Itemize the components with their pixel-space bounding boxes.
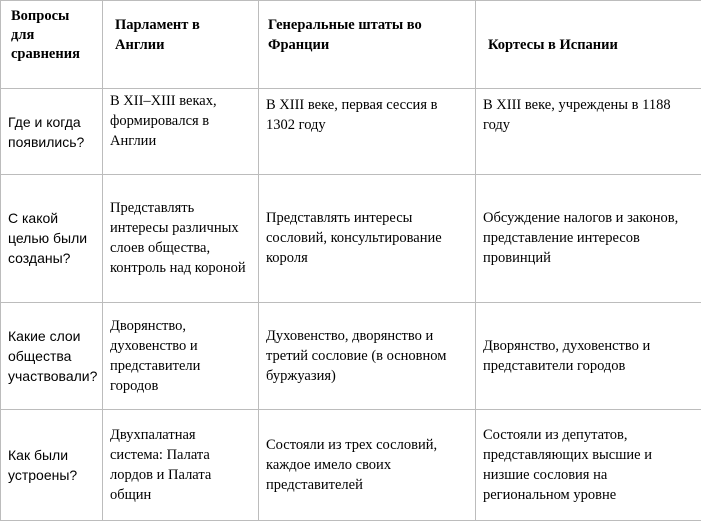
- table-cell: Представлять интересы различных слоев общества, контроль над короной: [103, 175, 259, 302]
- table-row: [1, 409, 701, 520]
- header-england-parliament: Парламент в Англии: [103, 1, 259, 89]
- row-question: Как были устроены?: [1, 409, 103, 520]
- row-question: Где и когда появились?: [1, 89, 103, 175]
- row-question: С какой целью были созданы?: [1, 175, 103, 302]
- header-france-estates-general: Генеральные штаты во Франции: [259, 1, 476, 89]
- table-row: [1, 89, 701, 175]
- table-cell: Двухпалатная система: Палата лордов и Палата общин: [103, 409, 259, 520]
- table-cell: Состояли из трех сословий, каждое имело своих представителей: [259, 409, 476, 520]
- table-cell: Обсуждение налогов и законов, представление интересов провинций: [476, 175, 701, 302]
- header-spain-cortes: Кортесы в Испании: [476, 1, 701, 89]
- row-question: Какие слои общества участвовали?: [1, 302, 103, 409]
- table-cell: В XIII веке, учреждены в 1188 году: [476, 89, 701, 175]
- table-cell: Дворянство, духовенство и представители городов: [103, 302, 259, 409]
- header-row: [1, 1, 701, 89]
- header-questions: Вопросы для сравнения: [1, 1, 103, 89]
- table-row: [1, 175, 701, 302]
- table-cell: В XIII веке, первая сессия в 1302 году: [259, 89, 476, 175]
- table-cell: Дворянство, духовенство и представители городов: [476, 302, 701, 409]
- table-cell: Представлять интересы сословий, консультирование короля: [259, 175, 476, 302]
- table-row: [1, 302, 701, 409]
- table-cell: Состояли из депутатов, представляющих высшие и низшие сословия на региональном уровне: [476, 409, 701, 520]
- table-cell: В XII–XIII веках, формировался в Англии: [103, 89, 259, 175]
- table-cell: Духовенство, дворянство и третий сословие (в основном буржуазия): [259, 302, 476, 409]
